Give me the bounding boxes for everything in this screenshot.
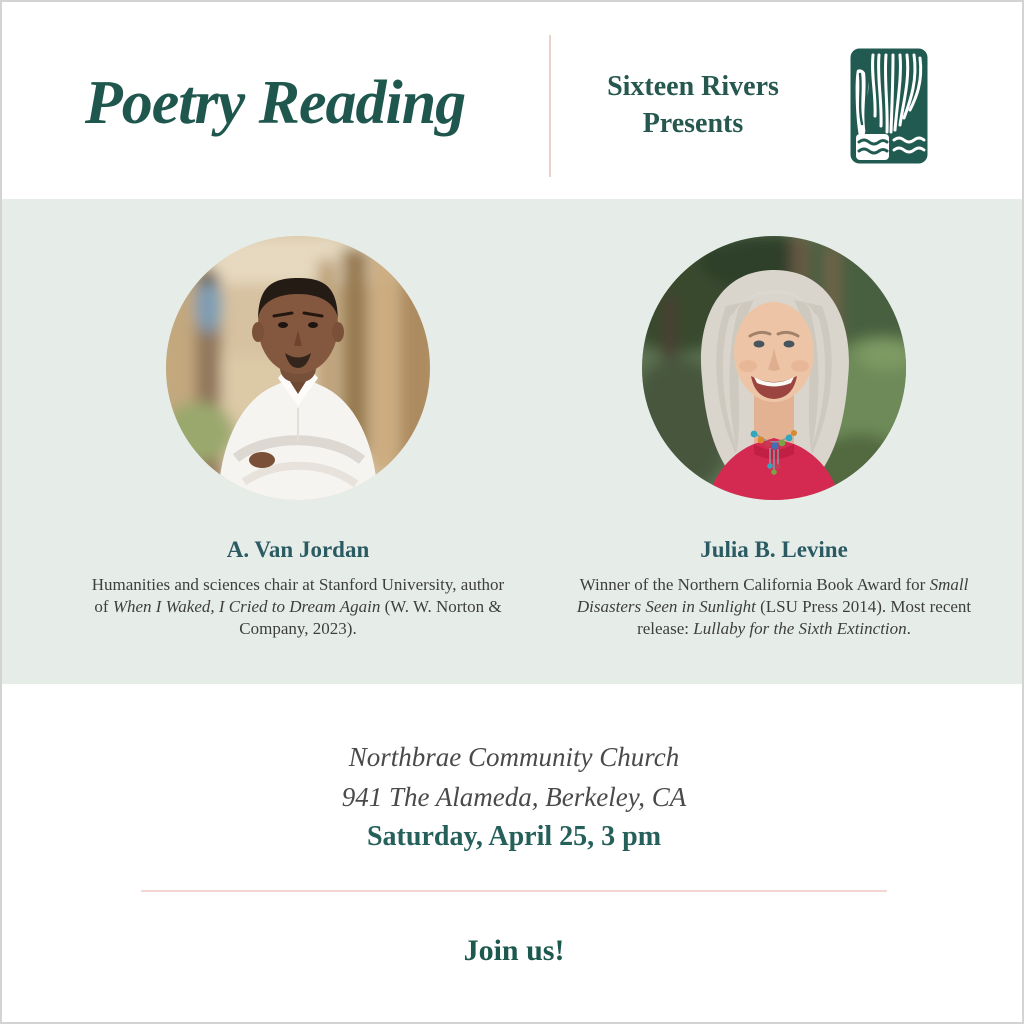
presenter-block — [577, 68, 809, 142]
bio-book-title: When I Waked, I Cried to Dream Again — [112, 597, 381, 616]
sixteen-rivers-logo-icon — [848, 46, 930, 166]
speaker-card-right — [554, 236, 994, 640]
bio-text: Humanities and sciences chair at Stanford University, author of — [91, 575, 505, 616]
presenter-line1: Sixteen Rivers — [607, 71, 779, 102]
speaker-name: Julia B. Levine — [700, 537, 848, 562]
presenter-line2: Presents — [642, 108, 744, 139]
venue-name: Northbrae Community Church — [348, 742, 680, 772]
portrait-julia-b-levine-icon — [642, 236, 906, 500]
speaker-bio — [86, 574, 510, 640]
page-title: Poetry Reading — [84, 69, 466, 137]
header-vertical-divider — [549, 35, 551, 177]
portrait-a-van-jordan-icon — [166, 236, 430, 500]
join-us-text: Join us! — [463, 934, 565, 967]
venue-address: 941 The Alameda, Berkeley, CA — [341, 782, 687, 812]
speaker-name: A. Van Jordan — [226, 537, 370, 562]
speaker-card-left — [78, 236, 518, 640]
speaker-bio — [562, 574, 986, 640]
speakers-section — [2, 199, 1024, 684]
bio-book-title: Small Disasters Seen in Sunlight — [576, 575, 969, 616]
footer-divider — [141, 890, 887, 892]
event-datetime: Saturday, April 25, 3 pm — [366, 821, 662, 852]
bio-book-title: Lullaby for the Sixth Extinction — [693, 619, 907, 638]
bio-text: Winner of the Northern California Book Award for — [579, 575, 930, 594]
bio-text: . — [906, 619, 911, 638]
bio-text: (LSU Press 2014). Most recent release: — [637, 597, 972, 638]
bio-text: (W. W. Norton & Company, 2023). — [239, 597, 502, 638]
